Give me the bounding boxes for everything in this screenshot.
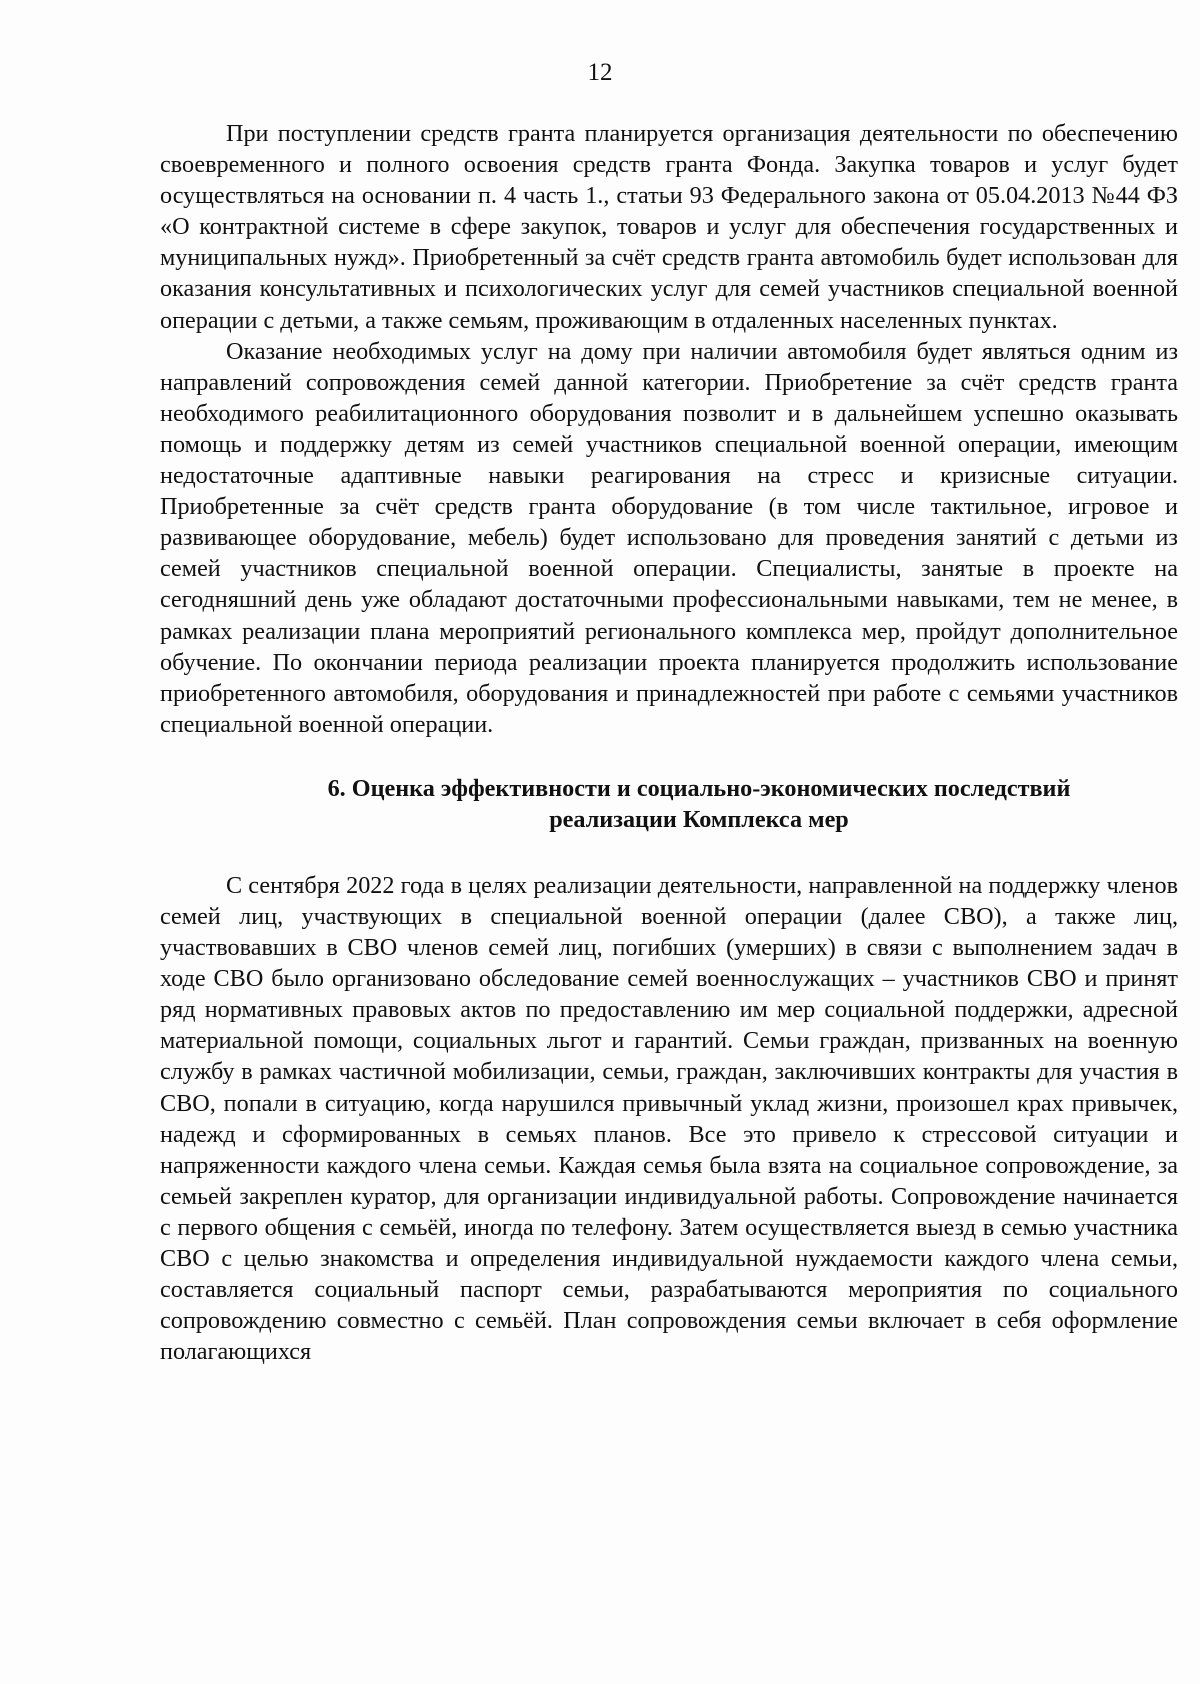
page-number: 12 <box>587 59 613 86</box>
paragraph-grant-funds: При поступлении средств гранта планируется организация деятельности по обеспечению своевременного и полного освоения средств гранта Фонда. Закупка товаров и услуг будет осуществляться на основании п. 4 часть 1., статьи 93 Федерального закона от 05.04.2013 №44 ФЗ «О контрактной системе в сфере закупок, товаров и услуг для обеспечения государственных и муниципальных нужд». Приобретенный за счёт средств гранта автомобиль будет использован для оказания консультативных и психологических услуг для семей участников специальной военной операции с детьми, а также семьям, проживающим в отдаленных населенных пунктах. <box>160 120 1178 334</box>
paragraph-since-september: С сентября 2022 года в целях реализации деятельности, направленной на поддержку членов семей лиц, участвующих в специальной военной операции (далее СВО), а также лиц, участвовавших в СВО членов семей лиц, погибших (умерших) в связи с выполнением задач в ходе СВО было организовано обследование семей военнослужащих – участников СВО и принят ряд нормативных правовых актов по предоставлению им мер социальной поддержки, адресной материальной помощи, социальных льгот и гарантий. Семьи граждан, призванных на военную службу в рамках частичной мобилизации, семьи, граждан, заключивших контракты для участия в СВО, попали в ситуацию, когда нарушился привычный уклад жизни, произошел крах привычек, надежд и сформированных в семьях планов. Все это привело к стрессовой ситуации и напряженности каждого члена семьи. Каждая семья была взята на социальное сопровождение, за семьей закреплен куратор, для организации индивидуальной работы. Сопровождение начинается с первого общения с семьёй, иногда по телефону. Затем осуществляется выезд в семью участника СВО с целью знакомства и определения индивидуальной нуждаемости каждого члена семьи, составляется социальный паспорт семьи, разрабатываются мероприятия по социального сопровождению совместно с семьёй. План сопровождения семьи включает в себя оформление полагающихся <box>160 871 1178 1366</box>
paragraph-home-services: Оказание необходимых услуг на дому при наличии автомобиля будет являться одним из направлений сопровождения семей данной категории. Приобретение за счёт средств гранта необходимого реабилитационного оборудования позволит и в дальнейшем успешно оказывать помощь и поддержку детям из семей участников специальной военной операции, имеющим недостаточные адаптивные навыки реагирования на стресс и кризисные ситуации. Приобретенные за счёт средств гранта оборудование (в том числе тактильное, игровое и развивающее оборудование, мебель) будет использовано для проведения занятий с детьми из семей участников специальной военной операции. Специалисты, занятые в проекте на сегодняшний день уже обладают достаточными профессиональными навыками, тем не менее, в рамках реализации плана мероприятий регионального комплекса мер, пройдут дополнительное обучение. По окончании периода реализации проекта планируется продолжить использование приобретенного автомобиля, оборудования и принадлежностей при работе с семьями участников специальной военной операции. <box>160 337 1178 738</box>
section-heading-line-2: реализации Комплекса мер <box>549 806 849 834</box>
section-heading <box>160 773 1178 836</box>
section-heading-line-1: 6. Оценка эффективности и социально-экономических последствий <box>327 774 1071 802</box>
document-body <box>160 118 1178 1367</box>
